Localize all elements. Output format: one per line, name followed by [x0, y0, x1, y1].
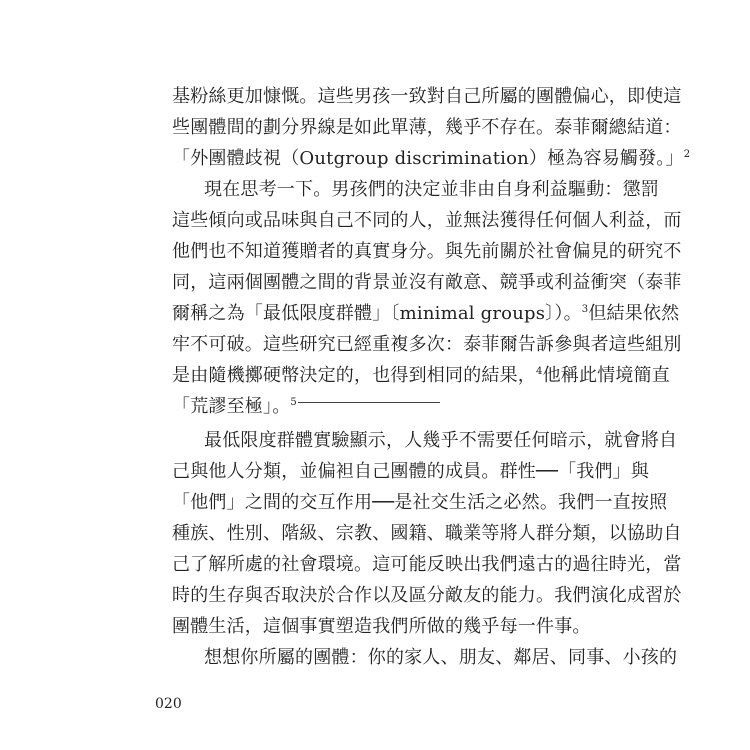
- text-line: 團體生活，這個事實塑造我們所做的幾乎每一件事。: [172, 616, 591, 637]
- section-divider: [298, 402, 440, 403]
- text-line: [172, 299, 680, 329]
- text-line: [172, 392, 572, 422]
- footnote-marker: 5: [290, 397, 297, 408]
- text-line: 基粉絲更加慷慨。這些男孩一致對自己所屬的團體偏心，即使這: [172, 86, 682, 107]
- text-line: [172, 144, 691, 174]
- text-line: 時的生存與否取決於合作以及區分敵友的能力。我們演化成習於: [172, 585, 682, 606]
- text-segment: 他稱此情境簡直: [542, 365, 670, 386]
- text-line: 「他們」之間的交互作用──是社交生活之必然。我們一直按照: [172, 492, 668, 513]
- paragraph-first-line: 現在思考一下。男孩們的決定並非由自身利益驅動：懲罰: [204, 179, 659, 200]
- text-line: 己與他人分類，並偏袒自己團體的成員。群性──「我們」與: [172, 461, 650, 482]
- text-line: [172, 361, 670, 391]
- page-number: 020: [155, 696, 182, 712]
- text-segment: 「荒謬至極」。: [172, 396, 291, 417]
- text-segment: 「外團體歧視（Outgroup discrimination）極為容易觸發。」: [172, 148, 684, 169]
- text-line: 他們也不知道獲贈者的真實身分。與先前關於社會偏見的研究不: [172, 241, 682, 262]
- footnote-marker: 4: [536, 366, 543, 377]
- footnote-marker: 2: [683, 149, 691, 160]
- text-line: 同，這兩個團體之間的背景並沒有敵意、競爭或利益衝突（泰菲: [172, 272, 682, 293]
- footnote-marker: 3: [581, 304, 589, 315]
- text-line: 些團體間的劃分界線是如此單薄，幾乎不存在。泰菲爾總結道：: [172, 117, 682, 138]
- paragraph-first-line: 想想你所屬的團體：你的家人、朋友、鄰居、同事、小孩的: [204, 647, 678, 668]
- text-line: 這些傾向或品味與自己不同的人，並無法獲得任何個人利益，而: [172, 210, 682, 231]
- text-segment: 但結果依然: [588, 303, 680, 324]
- text-line: 牢不可破。這些研究已經重複多次：泰菲爾告訴參與者這些組別: [172, 334, 682, 355]
- text-line: 種族、性別、階級、宗教、國籍、職業等將人群分類，以協助自: [172, 523, 682, 544]
- text-line: 己了解所處的社會環境。這可能反映出我們遠古的過往時光，當: [172, 554, 682, 575]
- paragraph-first-line: 最低限度群體實驗顯示，人幾乎不需要任何暗示，就會將自: [204, 430, 678, 451]
- text-segment: 是由隨機擲硬幣決定的，也得到相同的結果，: [172, 365, 536, 386]
- text-segment: 爾稱之為「最低限度群體」〔minimal groups〕）。: [172, 303, 582, 324]
